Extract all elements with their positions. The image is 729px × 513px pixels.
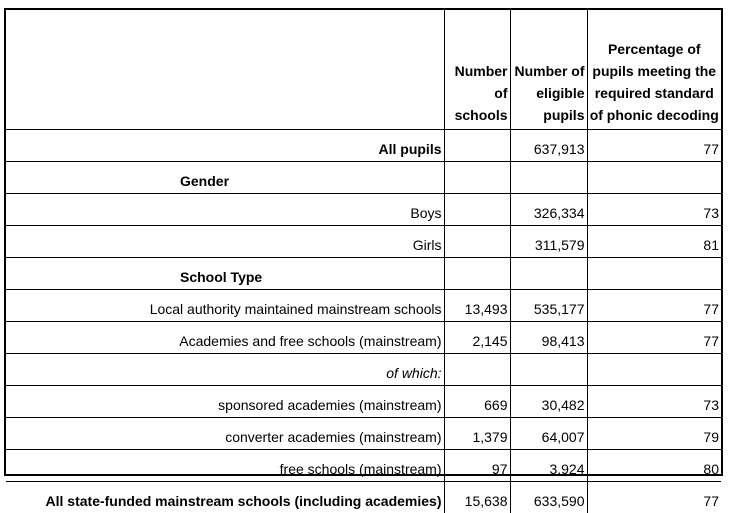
phonics-table-frame [4,8,723,476]
row-label: All pupils [6,130,444,162]
schools-cell [444,130,510,162]
row-label: converter academies (mainstream) [6,418,444,450]
row-label: All state-funded mainstream schools (including academies) [6,482,444,513]
empty-cell [444,162,510,194]
row-label: Local authority maintained mainstream schools [6,290,444,322]
schools-cell: 2,145 [444,322,510,354]
table-row [6,130,721,162]
percentage-cell: 73 [587,194,721,226]
row-label: free schools (mainstream) [6,450,444,482]
eligible-cell: 98,413 [510,322,587,354]
eligible-cell: 637,913 [510,130,587,162]
table-row [6,450,721,482]
percentage-cell: 77 [587,130,721,162]
empty-cell [444,354,510,386]
table-row [6,418,721,450]
phonics-results-table [6,10,721,513]
empty-cell [587,354,721,386]
table-row [6,194,721,226]
percentage-cell: 79 [587,418,721,450]
empty-cell [510,162,587,194]
eligible-cell: 535,177 [510,290,587,322]
schools-cell [444,194,510,226]
schools-cell: 669 [444,386,510,418]
percentage-cell: 77 [587,322,721,354]
table-row [6,482,721,513]
schools-cell: 15,638 [444,482,510,513]
header-percentage-meeting-standard: Percentage of pupils meeting the required standard of phonic decoding [587,10,721,130]
header-row [6,10,721,130]
header-number-of-eligible-pupils: Number of eligible pupils [510,10,587,130]
header-blank-cell [6,10,444,130]
schools-cell: 1,379 [444,418,510,450]
row-label: sponsored academies (mainstream) [6,386,444,418]
percentage-cell: 77 [587,290,721,322]
table-row [6,290,721,322]
section-row [6,258,721,290]
row-label: Boys [6,194,444,226]
note-row [6,354,721,386]
eligible-cell: 326,334 [510,194,587,226]
percentage-cell: 77 [587,482,721,513]
empty-cell [587,162,721,194]
section-row [6,162,721,194]
table-row [6,386,721,418]
percentage-cell: 73 [587,386,721,418]
empty-cell [510,258,587,290]
eligible-cell: 30,482 [510,386,587,418]
eligible-cell: 3,924 [510,450,587,482]
eligible-cell: 311,579 [510,226,587,258]
table-row [6,226,721,258]
percentage-cell: 81 [587,226,721,258]
schools-cell: 13,493 [444,290,510,322]
eligible-cell: 64,007 [510,418,587,450]
schools-cell: 97 [444,450,510,482]
row-label: Academies and free schools (mainstream) [6,322,444,354]
empty-cell [587,258,721,290]
header-number-of-schools: Number of schools [444,10,510,130]
empty-cell [510,354,587,386]
note-label: of which: [6,354,444,386]
row-label: Girls [6,226,444,258]
eligible-cell: 633,590 [510,482,587,513]
table-row [6,322,721,354]
percentage-cell: 80 [587,450,721,482]
section-label: Gender [6,162,444,194]
schools-cell [444,226,510,258]
section-label: School Type [6,258,444,290]
empty-cell [444,258,510,290]
